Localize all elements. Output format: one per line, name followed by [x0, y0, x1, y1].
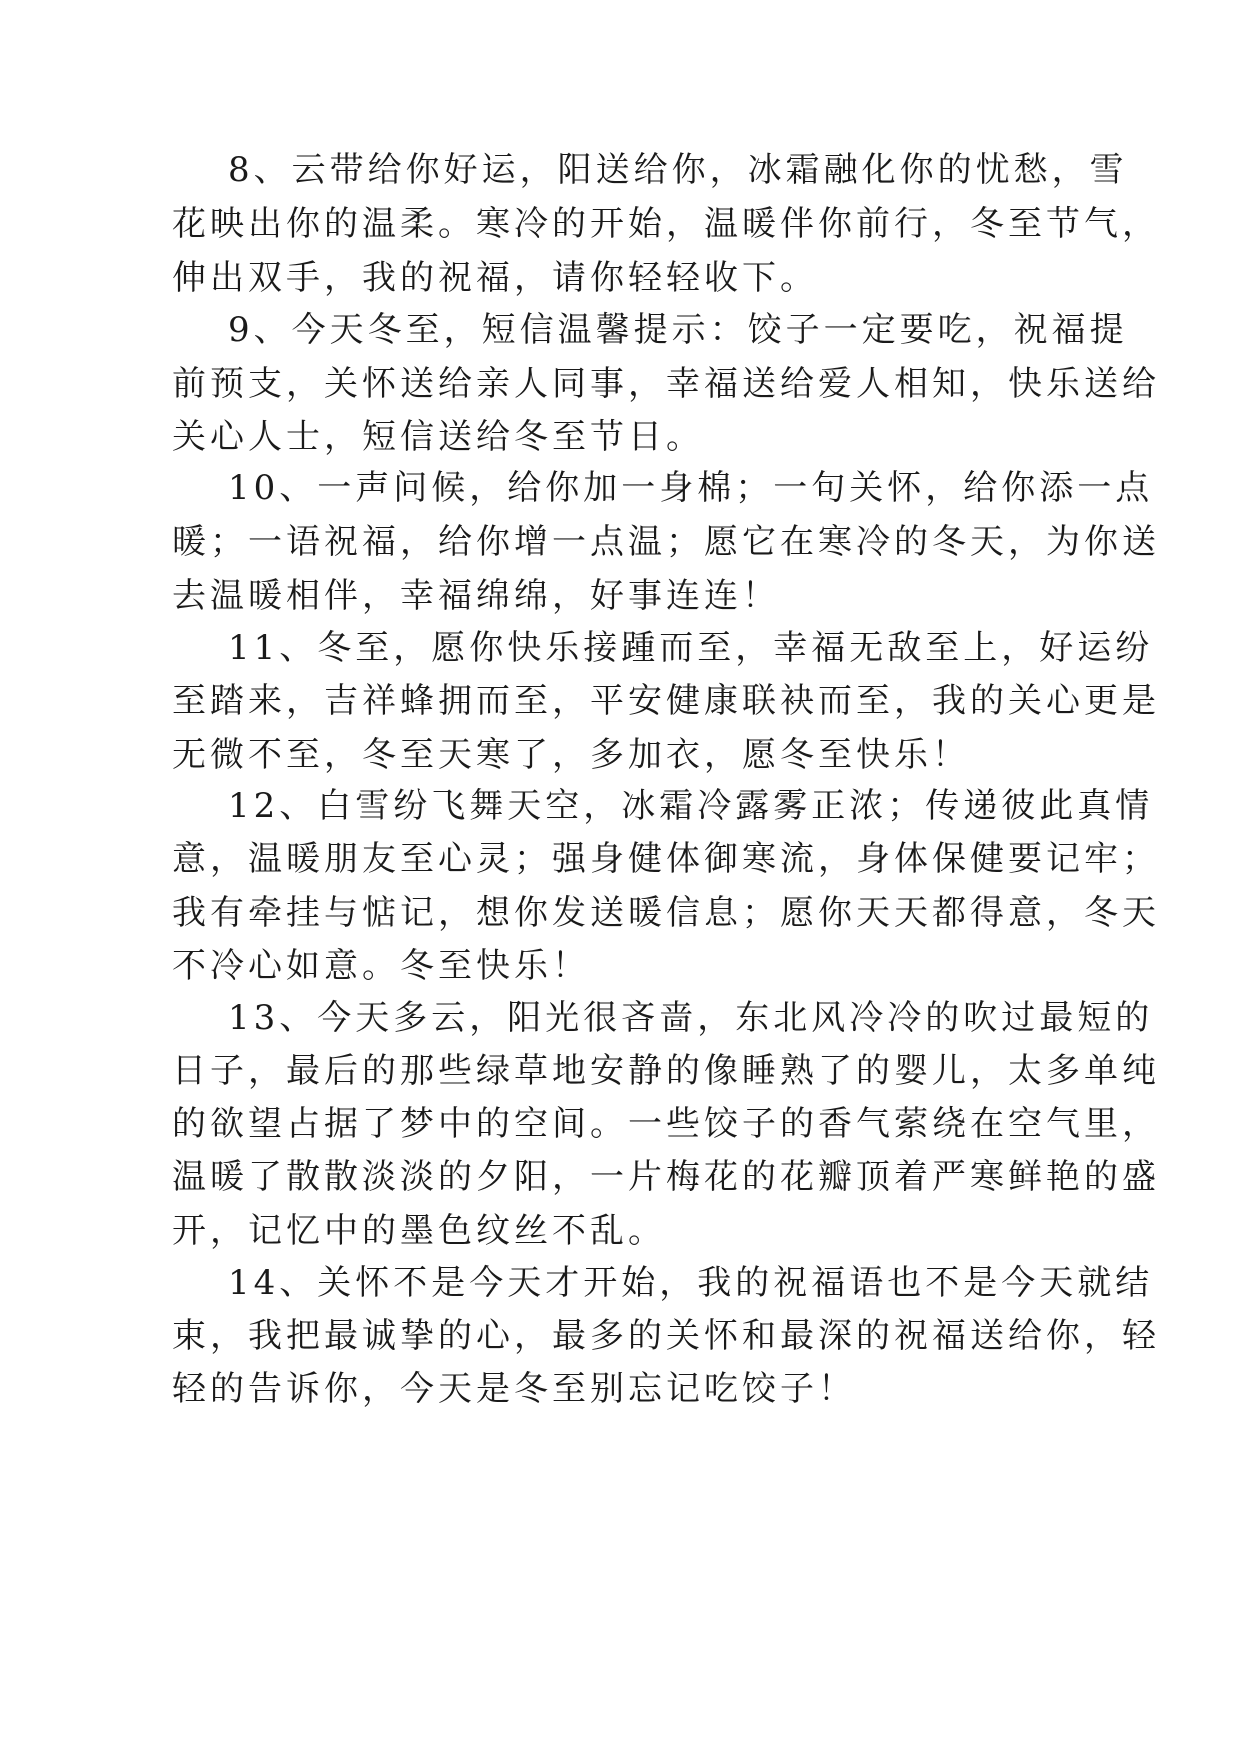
paragraph-10-line-3: 去温暖相伴，幸福绵绵，好事连连！: [172, 576, 780, 616]
paragraph-9-line-1: 9、今天冬至，短信温馨提示：饺子一定要吃，祝福提: [228, 310, 1128, 350]
paragraph-8-line-2: 花映出你的温柔。寒冷的开始，温暖伴你前行，冬至节气，: [172, 204, 1160, 244]
paragraph-12-line-4: 不冷心如意。冬至快乐！: [172, 946, 590, 986]
paragraph-13-line-4: 温暖了散散淡淡的夕阳，一片梅花的花瓣顶着严寒鲜艳的盛: [172, 1157, 1160, 1197]
paragraph-14-line-3: 轻的告诉你，今天是冬至别忘记吃饺子！: [172, 1369, 856, 1409]
paragraph-9-line-3: 关心人士，短信送给冬至节日。: [172, 417, 704, 457]
paragraph-11-line-1: 11、冬至，愿你快乐接踵而至，幸福无敌至上，好运纷: [228, 628, 1154, 668]
paragraph-14-line-1: 14、关怀不是今天才开始，我的祝福语也不是今天就结: [228, 1263, 1154, 1303]
paragraph-12-line-2: 意，温暖朋友至心灵；强身健体御寒流，身体保健要记牢；: [172, 839, 1160, 879]
paragraph-13-line-3: 的欲望占据了梦中的空间。一些饺子的香气萦绕在空气里，: [172, 1104, 1160, 1144]
paragraph-13-line-2: 日子，最后的那些绿草地安静的像睡熟了的婴儿，太多单纯: [172, 1051, 1160, 1091]
paragraph-14-line-2: 束，我把最诚挚的心，最多的关怀和最深的祝福送给你，轻: [172, 1316, 1160, 1356]
paragraph-8-line-3: 伸出双手，我的祝福，请你轻轻收下。: [172, 258, 818, 298]
paragraph-12-line-3: 我有牵挂与惦记，想你发送暖信息；愿你天天都得意，冬天: [172, 893, 1160, 933]
paragraph-13-line-1: 13、今天多云，阳光很吝啬，东北风冷冷的吹过最短的: [228, 998, 1154, 1038]
paragraph-8-line-1: 8、云带给你好运，阳送给你，冰霜融化你的忧愁，雪: [228, 150, 1128, 190]
paragraph-9-line-2: 前预支，关怀送给亲人同事，幸福送给爱人相知，快乐送给: [172, 364, 1160, 404]
paragraph-10-line-2: 暖；一语祝福，给你增一点温；愿它在寒冷的冬天，为你送: [172, 522, 1160, 562]
paragraph-12-line-1: 12、白雪纷飞舞天空，冰霜冷露雾正浓；传递彼此真情: [228, 786, 1154, 826]
paragraph-11-line-3: 无微不至，冬至天寒了，多加衣，愿冬至快乐！: [172, 735, 970, 775]
paragraph-11-line-2: 至踏来，吉祥蜂拥而至，平安健康联袂而至，我的关心更是: [172, 681, 1160, 721]
paragraph-13-line-5: 开，记忆中的墨色纹丝不乱。: [172, 1211, 666, 1251]
paragraph-10-line-1: 10、一声问候，给你加一身棉；一句关怀，给你添一点: [228, 468, 1154, 508]
